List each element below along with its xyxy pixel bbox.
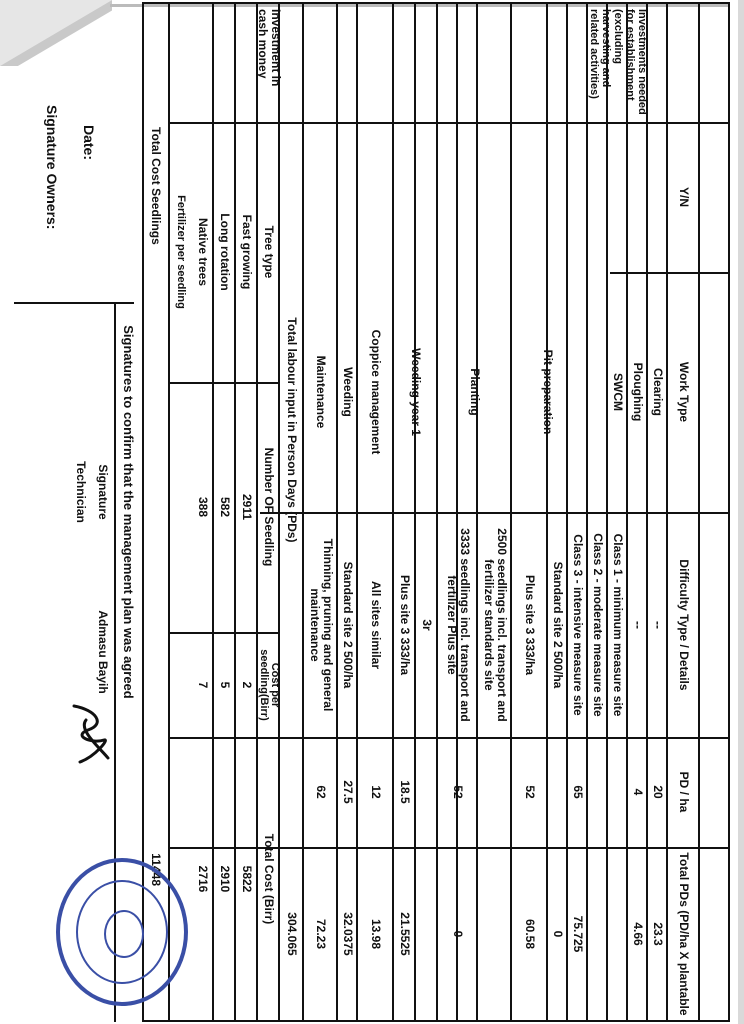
total-class3: 75.725 (571, 915, 586, 953)
cost-fast-growing: 2 (240, 681, 255, 689)
yn-header: Y/N (677, 186, 692, 207)
work-weeding-year1: Weeding year 1 (409, 348, 424, 436)
tree-long-rotation: Long rotation (218, 213, 233, 291)
detail-pit-standard: Standard site 2 500/ha (551, 561, 566, 689)
difficulty-header: Difficulty Type / Details (677, 559, 692, 691)
work-maintenance: Maintenance (314, 355, 329, 429)
tree-fast-growing: Fast growing (240, 214, 255, 290)
detail-ploughing: -- (631, 621, 646, 629)
work-weeding: Weeding (341, 367, 356, 417)
total-ploughing: 4.66 (631, 922, 646, 946)
tree-fertilizer: Fertilizer per seedling (175, 195, 188, 309)
cost-per-header: Cost per seedling(Birr) (258, 649, 281, 721)
detail-weeding-standard: Standard site 2 500/ha (341, 561, 356, 689)
pd-weeding-plus: 18.5 (398, 780, 413, 804)
date-label: Date: (81, 125, 98, 161)
pd-pit-plus: 52 (523, 785, 538, 799)
detail-weeding-plus: Plus site 3 333/ha (398, 574, 413, 676)
cost-native: 7 (196, 681, 211, 689)
pd-weeding-standard: 27.5 (341, 780, 356, 804)
page-edge (738, 0, 744, 1024)
work-clearing: Clearing (651, 367, 666, 416)
detail-planting-standard: 2500 seedlings incl. transport and fertilizer standards site (482, 528, 509, 722)
total-fast-growing: 5822 (240, 865, 255, 893)
labour-total-label: Total labour input in Person Days (PDs) (285, 317, 300, 543)
tree-type-header: Tree type (262, 225, 277, 279)
total-cost-header: Total Cost (Birr) (262, 833, 277, 925)
detail-class3: Class 3 - intensive measure site (571, 534, 586, 716)
detail-weeding-3r: 3r (420, 619, 435, 631)
total-cost-seedlings-value: 11448 (149, 853, 164, 886)
handwritten-signature (66, 700, 116, 770)
total-native: 2716 (196, 865, 211, 893)
work-coppice: Coppice management (369, 329, 384, 455)
technician-label: Technician (74, 461, 89, 523)
cash-section-label: Investment in cash money (256, 9, 283, 87)
official-stamp (56, 858, 188, 1006)
stamp-emblem (104, 910, 144, 958)
detail-class2: Class 2 - moderate measure site (591, 533, 606, 717)
work-type-header: Work Type (677, 361, 692, 423)
number-long-rotation: 582 (218, 496, 233, 518)
work-pit-preparation: Pit preparation (541, 349, 556, 435)
row-line-5 (606, 2, 608, 1022)
detail-clearing: -- (651, 621, 666, 629)
detail-class1: Class 1 - minimum measure site (611, 533, 626, 717)
pd-ploughing: 4 (631, 788, 646, 796)
total-pds-header: Total PDs (PD/ha X plantable (677, 852, 692, 1016)
work-swcm: SWCM (611, 373, 626, 411)
labour-total-value: 304.065 (285, 912, 300, 956)
total-planting-plus: 0 (451, 930, 466, 938)
pd-coppice: 12 (369, 785, 384, 799)
tree-native: Native trees (196, 217, 211, 287)
investment-header: Investments needed for establishment (excluding harvesting and related activities) (588, 9, 648, 115)
work-ploughing: Ploughing (631, 362, 646, 422)
number-fast-growing: 2911 (240, 493, 255, 521)
total-coppice: 13.98 (369, 918, 384, 950)
total-maintenance: 72.23 (314, 918, 329, 950)
pd-maintenance: 62 (314, 785, 329, 799)
total-cost-seedlings-label: Total Cost Seedlings (149, 127, 164, 245)
total-weeding-plus: 21.5525 (398, 912, 413, 956)
detail-coppice: All sites similar (369, 580, 384, 670)
pd-ha-header: PD / ha (677, 771, 692, 813)
total-pit-standard: 0 (551, 930, 566, 938)
pd-class3: 65 (571, 785, 586, 799)
detail-planting-plus: 3333 seedlings incl. transport and fertilizer Plus site (445, 528, 472, 722)
number-header: Number OF Seedling (262, 447, 277, 567)
signature-label: Signature (96, 464, 111, 520)
total-weeding-standard: 32.0375 (341, 912, 356, 956)
total-clearing: 23.3 (651, 922, 666, 946)
signatures-heading: Signatures to confirm that the management plan was agreed (121, 325, 137, 699)
technician-name: Admasu Bayih (96, 610, 111, 694)
work-planting: Planting (468, 368, 483, 416)
owners-label: Signature Owners: (44, 105, 61, 230)
pd-planting-plus: 52 (451, 785, 466, 799)
total-long-rotation: 2910 (218, 865, 233, 893)
detail-pit-plus: Plus site 3 333/ha (523, 574, 538, 676)
cost-long-rotation: 5 (218, 681, 233, 689)
pd-clearing: 20 (651, 785, 666, 799)
total-pit-plus: 60.58 (523, 918, 538, 950)
detail-maintenance: Thinning, pruning and general maintenance (308, 538, 335, 712)
number-native: 388 (196, 496, 211, 518)
sig-divider (14, 302, 134, 304)
